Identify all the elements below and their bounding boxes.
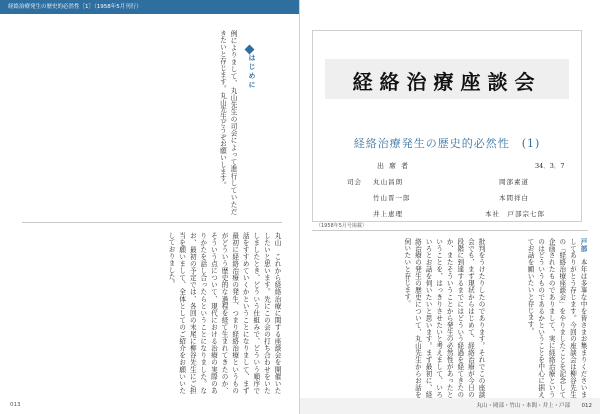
attendee-role: 司会 <box>347 178 362 186</box>
page-number-left: 013 <box>10 402 21 408</box>
right-page <box>300 0 600 414</box>
attendee-name: 井上恵理 <box>373 210 403 218</box>
attendee-name: 本社 戸部宗七郎 <box>485 210 545 218</box>
attendee-row <box>347 209 545 218</box>
meeting-date: 34．3．7 <box>535 162 565 170</box>
source-note: （1958年5月号掲載） <box>316 223 367 229</box>
attendee-name: 岡部素道 <box>499 178 529 186</box>
attendees-label: 出席者 <box>377 162 413 170</box>
section-heading: はじめに <box>248 54 256 90</box>
attendee-name: 竹山晋一郎 <box>373 194 411 202</box>
intro-text-column: 例によりまして、丸山先生の司会によって進行していただきたいと存じます。丸山先生どうぞお願いします。 <box>218 30 237 215</box>
attendee-row <box>347 193 529 202</box>
article-subtitle: 経絡治療発生の歴史的必然性 (1) <box>353 137 541 150</box>
speaker-label: 戸部 <box>579 238 587 252</box>
running-header: 経絡治療発生の歴史的必然性［1］（1958年5月刊行） <box>0 0 299 14</box>
opening-remarks-column <box>492 238 588 398</box>
column-divider <box>22 222 282 223</box>
attendee-name: 丸山昌朗 <box>373 178 404 186</box>
attendee-row <box>347 177 529 186</box>
attendee-name: 本間祥白 <box>499 194 529 202</box>
footer-participants: 丸山・岡部・竹山・本間・井上・戸部 <box>476 403 570 409</box>
article-title: 経絡治療座談会 <box>352 70 542 94</box>
column-divider <box>312 230 588 231</box>
title-block <box>312 30 582 222</box>
page-footer <box>300 398 600 414</box>
opening-remarks-text: 本年は多事な中を皆さまお集まりくださいましてありがとう存じます。今回の座談会は柳谷先生の「経絡治療座談会」をやりましたことを記念して企画されたものでありまして、実に経絡治療というのはどういうものであるかということを中心に据えてお話を願いたいと存じます。 <box>526 238 587 398</box>
body-text-column: 丸山 これから経絡治療に関する座談会を開催いたしたいと思います。先にこの会の打ち合わせをいたしましたとき、どういう仕組みで、どういう順序で話をすすめていくかということになりまして、まず最初に経絡治療の発生、つまり経絡治療というものがどういう歴史的な過程を経て生まれてきたのか、そういう点について、現代における治療の実際のありかたを話し合ったらということになりました。なお、最初の予定では、各回の末尾に柳谷先生にご担当を願いまして、全体としてのご紹介をお願いいたしておりました。 <box>167 232 281 394</box>
page-number-right: 012 <box>581 403 592 409</box>
section-bullet-icon <box>245 45 255 55</box>
body-text-column: 批判をうけたりしたのであります。それでこの座談会でも、まず現状からはじめて、経絡治療が今日の段階に到達するまでにはどういう経過を経てきたのか、またそういうことから発生の必然性があったということを、はっきりさせたいと考えまして、いろいろとお話を伺いたいと思います。まず最初に、経絡治療の発生の歴史について、丸山先生からお話を伺いたいと存じます。 <box>402 238 485 398</box>
